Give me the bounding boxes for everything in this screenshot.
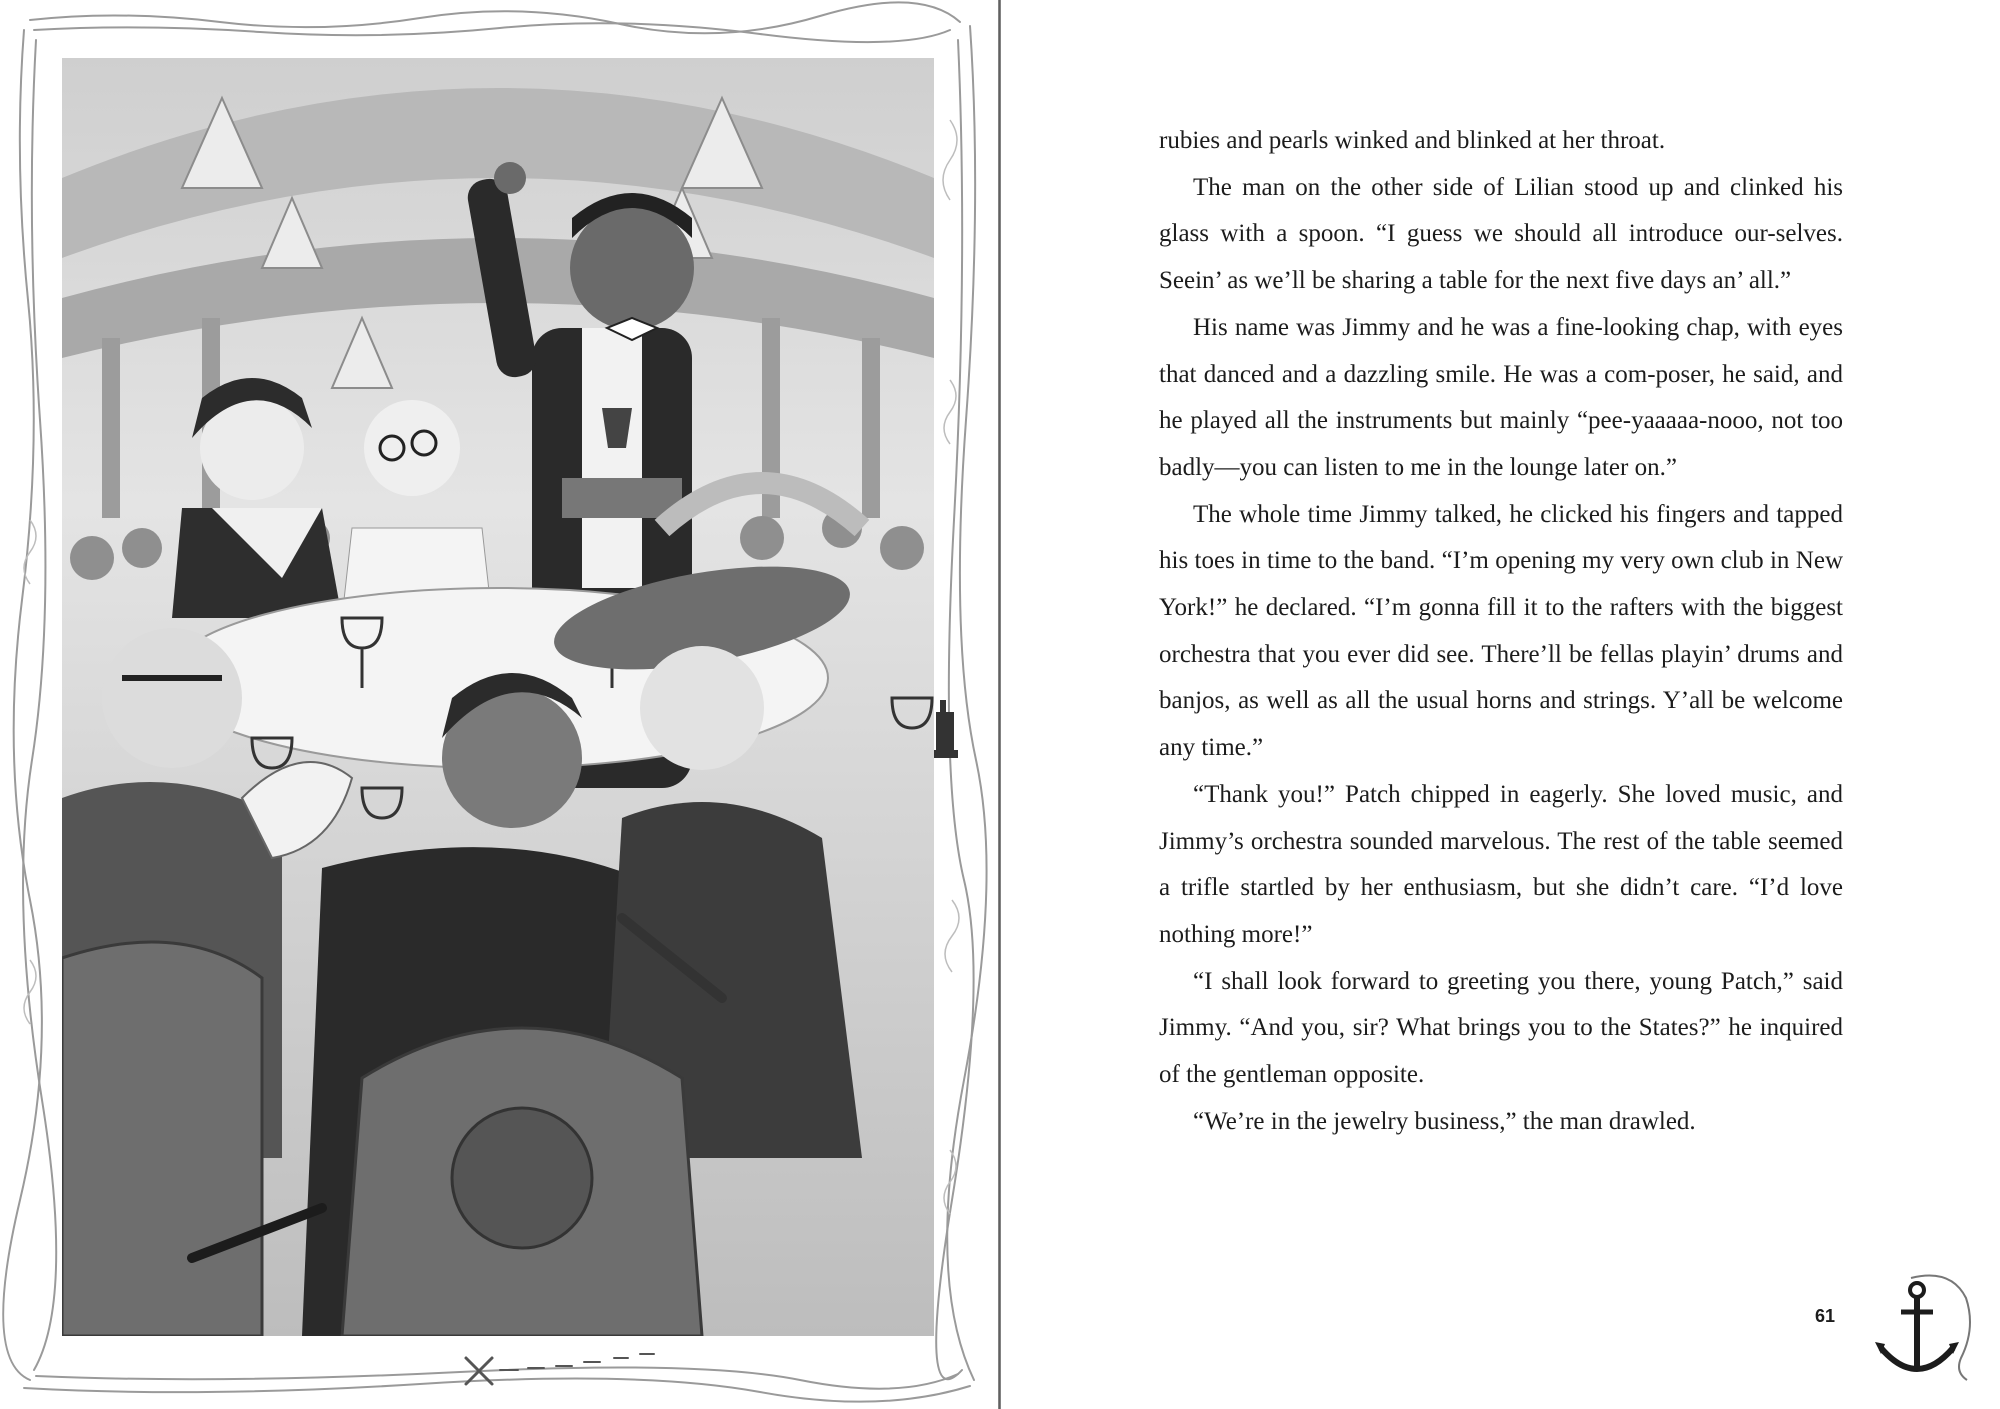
body-text <box>1159 118 1843 1145</box>
paragraph: “I shall look forward to greeting you there, young Patch,” said Jimmy. “And you, sir? What brings you to the States?” he inquired of the gentleman opposite. <box>1159 967 1843 1089</box>
page-number: 61 <box>1815 1306 1836 1326</box>
paragraph: rubies and pearls winked and blinked at her throat. <box>1159 127 1666 154</box>
ship-icon <box>932 700 958 758</box>
paragraph: The man on the other side of Lilian stood up and clinked his glass with a spoon. “I guess we should all introduce our-selves. Seein’ as we’ll be sharing a table for the next five days an’ all.” <box>1159 173 1843 295</box>
left-page <box>0 0 998 1409</box>
paragraph: “Thank you!” Patch chipped in eagerly. She loved music, and Jimmy’s orchestra sounded marvelous. The rest of the table seemed a trifle startled by her enthusiasm, but she didn’t care. “I’d love nothing more!” <box>1159 780 1843 948</box>
right-page <box>1001 0 2000 1409</box>
ballroom-illustration <box>62 58 934 1336</box>
paragraph: His name was Jimmy and he was a fine-looking chap, with eyes that danced and a dazzling smile. He was a com-poser, he said, and he played all the instruments but mainly “pee-yaaaaa-nooo, not too badly—you can listen to me in the lounge later on.” <box>1159 313 1843 481</box>
anchor-icon <box>1871 1268 1981 1388</box>
paragraph: The whole time Jimmy talked, he clicked his fingers and tapped his toes in time to the band. “I’m opening my very own club in New York!” he declared. “I’m gonna fill it to the rafters with the biggest orchestra that you ever did see. There’ll be fellas playin’ drums and banjos, as well as all the usual horns and strings. Y’all be welcome any time.” <box>1159 500 1843 762</box>
paragraph: “We’re in the jewelry business,” the man drawled. <box>1193 1107 1696 1135</box>
